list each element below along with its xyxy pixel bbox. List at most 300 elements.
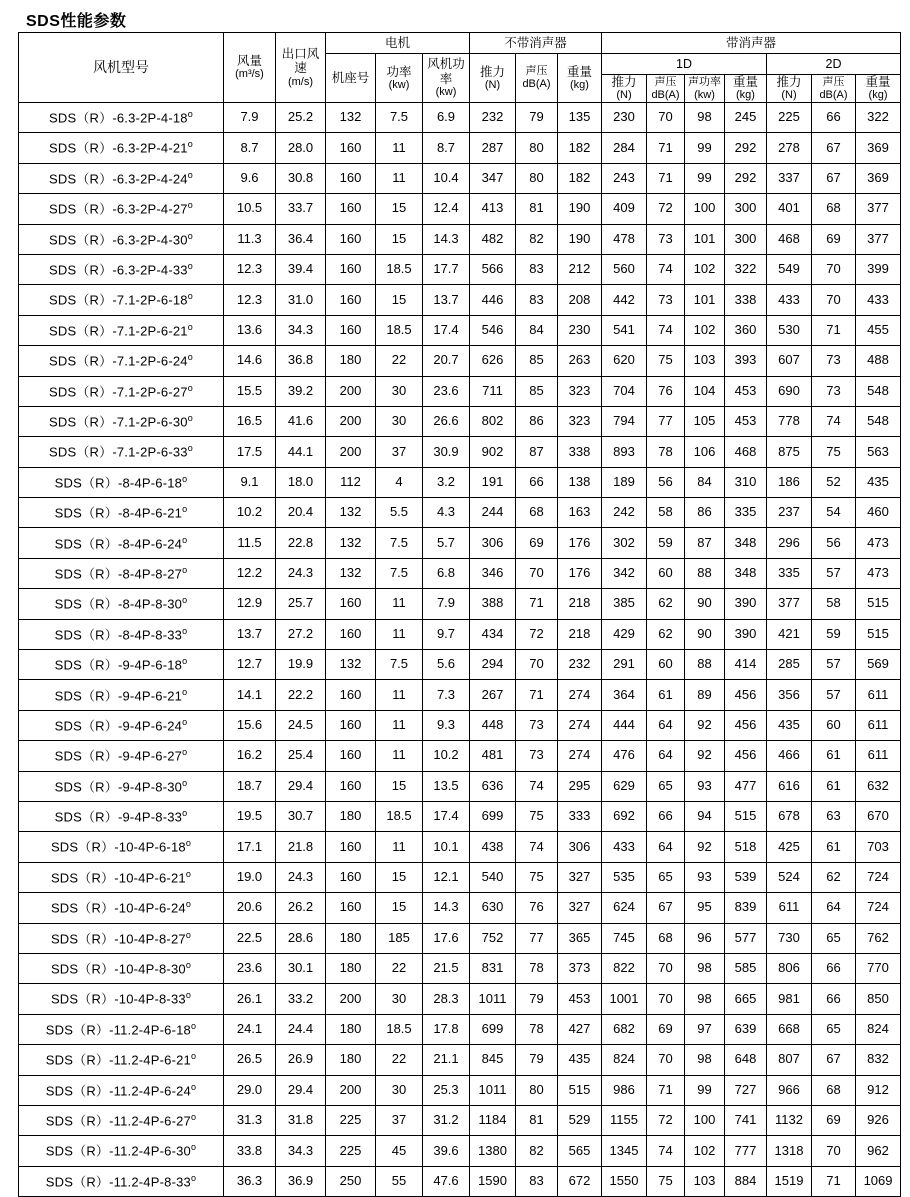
- cell-1d-thrust: 704: [602, 376, 647, 406]
- cell-2d-weight: 569: [856, 650, 901, 680]
- cell-flow: 13.6: [224, 315, 276, 345]
- cell-1d-weight: 456: [725, 680, 767, 710]
- cell-1d-weight: 245: [725, 103, 767, 133]
- cell-flow: 10.5: [224, 194, 276, 224]
- cell-motor-power: 7.5: [376, 528, 423, 558]
- cell-flow: 14.1: [224, 680, 276, 710]
- cell-motor-power: 11: [376, 619, 423, 649]
- cell-motor-seat: 132: [326, 498, 376, 528]
- cell-velocity: 24.3: [276, 558, 326, 588]
- col-header-motor-power: [376, 54, 423, 103]
- degree-symbol: o: [190, 1111, 197, 1122]
- cell-2d-thrust: 778: [767, 406, 812, 436]
- cell-2d-spl: 57: [812, 558, 856, 588]
- cell-2d-spl: 59: [812, 619, 856, 649]
- cell-motor-seat: 160: [326, 133, 376, 163]
- cell-ns-spl: 69: [516, 528, 558, 558]
- cell-1d-thrust: 822: [602, 953, 647, 983]
- cell-motor-seat: 180: [326, 953, 376, 983]
- cell-ns-thrust: 845: [470, 1045, 516, 1075]
- degree-symbol: o: [187, 443, 193, 454]
- cell-1d-weight: 456: [725, 741, 767, 771]
- cell-1d-spl: 65: [647, 771, 685, 801]
- cell-motor-seat: 160: [326, 589, 376, 619]
- table-row: [19, 103, 901, 133]
- cell-motor-seat: 160: [326, 619, 376, 649]
- cell-1d-spl: 75: [647, 346, 685, 376]
- cell-motor-power: 11: [376, 163, 423, 193]
- cell-1d-weight: 518: [725, 832, 767, 862]
- cell-flow: 19.0: [224, 862, 276, 892]
- cell-1d-spl: 62: [647, 589, 685, 619]
- cell-1d-spl: 65: [647, 862, 685, 892]
- cell-ns-thrust: 448: [470, 710, 516, 740]
- cell-1d-acoustic-power: 84: [685, 467, 725, 497]
- cell-velocity: 18.0: [276, 467, 326, 497]
- cell-1d-thrust: 620: [602, 346, 647, 376]
- cell-fan-power: 8.7: [423, 133, 470, 163]
- cell-velocity: 25.4: [276, 741, 326, 771]
- cell-1d-thrust: 824: [602, 1045, 647, 1075]
- cell-flow: 26.1: [224, 984, 276, 1014]
- cell-fan-power: 23.6: [423, 376, 470, 406]
- cell-2d-weight: 912: [856, 1075, 901, 1105]
- cell-2d-thrust: 466: [767, 741, 812, 771]
- cell-velocity: 44.1: [276, 437, 326, 467]
- cell-1d-weight: 884: [725, 1166, 767, 1196]
- cell-ns-weight: 435: [558, 1045, 602, 1075]
- cell-2d-spl: 70: [812, 285, 856, 315]
- cell-1d-thrust: 624: [602, 893, 647, 923]
- cell-model: SDS（R）-7.1-2P-6-33$^o$: [19, 437, 224, 467]
- cell-ns-spl: 78: [516, 1014, 558, 1044]
- cell-1d-thrust: 745: [602, 923, 647, 953]
- cell-ns-spl: 74: [516, 832, 558, 862]
- cell-motor-seat: 112: [326, 467, 376, 497]
- cell-ns-spl: 71: [516, 680, 558, 710]
- cell-ns-weight: 190: [558, 194, 602, 224]
- cell-2d-weight: 377: [856, 224, 901, 254]
- degree-symbol: o: [182, 473, 188, 484]
- cell-motor-seat: 160: [326, 771, 376, 801]
- cell-model: SDS（R）-11.2-4P-6-24$^o$: [19, 1075, 224, 1105]
- table-row: [19, 650, 901, 680]
- cell-fan-power: 10.4: [423, 163, 470, 193]
- cell-fan-power: 21.1: [423, 1045, 470, 1075]
- cell-2d-spl: 58: [812, 589, 856, 619]
- cell-velocity: 21.8: [276, 832, 326, 862]
- cell-ns-spl: 74: [516, 771, 558, 801]
- col-header-1d-acoustic-power: [685, 75, 725, 103]
- cell-2d-spl: 70: [812, 1136, 856, 1166]
- table-row: [19, 893, 901, 923]
- cell-motor-seat: 160: [326, 224, 376, 254]
- cell-ns-spl: 76: [516, 893, 558, 923]
- cell-1d-spl: 56: [647, 467, 685, 497]
- table-row: [19, 163, 901, 193]
- cell-2d-weight: 473: [856, 558, 901, 588]
- cell-1d-acoustic-power: 97: [685, 1014, 725, 1044]
- page-title: SDS性能参数: [26, 13, 127, 30]
- cell-ns-thrust: 752: [470, 923, 516, 953]
- cell-motor-seat: 160: [326, 741, 376, 771]
- cell-2d-thrust: 335: [767, 558, 812, 588]
- cell-2d-weight: 632: [856, 771, 901, 801]
- cell-motor-seat: 160: [326, 862, 376, 892]
- cell-velocity: 36.8: [276, 346, 326, 376]
- cell-motor-seat: 200: [326, 406, 376, 436]
- cell-1d-acoustic-power: 90: [685, 619, 725, 649]
- cell-velocity: 24.3: [276, 862, 326, 892]
- cell-1d-spl: 64: [647, 832, 685, 862]
- cell-1d-weight: 456: [725, 710, 767, 740]
- cell-ns-spl: 80: [516, 163, 558, 193]
- col-header-motor-seat: 机座号: [326, 54, 376, 103]
- cell-2d-weight: 433: [856, 285, 901, 315]
- degree-symbol: o: [182, 686, 188, 697]
- cell-1d-acoustic-power: 100: [685, 194, 725, 224]
- cell-fan-power: 10.2: [423, 741, 470, 771]
- cell-1d-weight: 477: [725, 771, 767, 801]
- degree-symbol: o: [185, 929, 192, 940]
- cell-1d-acoustic-power: 99: [685, 1075, 725, 1105]
- cell-model: SDS（R）-9-4P-6-24$^o$: [19, 710, 224, 740]
- cell-flow: 16.2: [224, 741, 276, 771]
- cell-1d-weight: 360: [725, 315, 767, 345]
- cell-ns-weight: 138: [558, 467, 602, 497]
- cell-ns-thrust: 413: [470, 194, 516, 224]
- cell-2d-weight: 455: [856, 315, 901, 345]
- cell-1d-thrust: 535: [602, 862, 647, 892]
- cell-fan-power: 5.6: [423, 650, 470, 680]
- table-row: [19, 437, 901, 467]
- cell-1d-weight: 453: [725, 376, 767, 406]
- cell-flow: 16.5: [224, 406, 276, 436]
- cell-1d-spl: 75: [647, 1166, 685, 1196]
- cell-ns-spl: 83: [516, 254, 558, 284]
- cell-2d-spl: 54: [812, 498, 856, 528]
- cell-1d-weight: 468: [725, 437, 767, 467]
- cell-ns-weight: 230: [558, 315, 602, 345]
- cell-ns-thrust: 434: [470, 619, 516, 649]
- cell-ns-thrust: 287: [470, 133, 516, 163]
- cell-fan-power: 17.8: [423, 1014, 470, 1044]
- cell-motor-seat: 225: [326, 1136, 376, 1166]
- cell-model: SDS（R）-11.2-4P-8-33$^o$: [19, 1166, 224, 1196]
- cell-ns-thrust: 446: [470, 285, 516, 315]
- cell-1d-acoustic-power: 86: [685, 498, 725, 528]
- degree-symbol: o: [182, 656, 188, 667]
- degree-symbol: o: [182, 716, 188, 727]
- cell-ns-weight: 274: [558, 680, 602, 710]
- cell-ns-weight: 323: [558, 376, 602, 406]
- cell-fan-power: 20.7: [423, 346, 470, 376]
- cell-ns-weight: 218: [558, 589, 602, 619]
- cell-1d-spl: 71: [647, 1075, 685, 1105]
- cell-1d-acoustic-power: 105: [685, 406, 725, 436]
- cell-ns-thrust: 1011: [470, 984, 516, 1014]
- table-row: [19, 771, 901, 801]
- cell-2d-spl: 65: [812, 1014, 856, 1044]
- col-header-velocity-label: 出口风速: [281, 46, 320, 76]
- cell-1d-acoustic-power: 93: [685, 771, 725, 801]
- cell-flow: 17.5: [224, 437, 276, 467]
- cell-ns-weight: 515: [558, 1075, 602, 1105]
- cell-motor-seat: 200: [326, 984, 376, 1014]
- cell-motor-power: 15: [376, 285, 423, 315]
- cell-1d-spl: 64: [647, 741, 685, 771]
- cell-velocity: 24.4: [276, 1014, 326, 1044]
- cell-ns-weight: 672: [558, 1166, 602, 1196]
- cell-2d-weight: 377: [856, 194, 901, 224]
- degree-symbol: o: [182, 625, 188, 636]
- cell-2d-thrust: 616: [767, 771, 812, 801]
- cell-model: SDS（R）-7.1-2P-6-21$^o$: [19, 315, 224, 345]
- cell-velocity: 33.7: [276, 194, 326, 224]
- cell-ns-weight: 182: [558, 133, 602, 163]
- cell-velocity: 26.2: [276, 893, 326, 923]
- cell-ns-spl: 82: [516, 1136, 558, 1166]
- cell-motor-power: 15: [376, 771, 423, 801]
- cell-ns-weight: 327: [558, 862, 602, 892]
- cell-1d-thrust: 893: [602, 437, 647, 467]
- cell-ns-spl: 75: [516, 862, 558, 892]
- cell-2d-weight: 460: [856, 498, 901, 528]
- cell-1d-spl: 70: [647, 103, 685, 133]
- cell-model: SDS（R）-6.3-2P-4-18$^o$: [19, 103, 224, 133]
- cell-1d-acoustic-power: 92: [685, 832, 725, 862]
- cell-ns-weight: 190: [558, 224, 602, 254]
- cell-ns-spl: 82: [516, 224, 558, 254]
- cell-flow: 12.7: [224, 650, 276, 680]
- cell-ns-thrust: 294: [470, 650, 516, 680]
- cell-motor-seat: 180: [326, 802, 376, 832]
- table-row: [19, 376, 901, 406]
- col-header-fan-power-label: 风机功率: [427, 57, 465, 86]
- table-row: [19, 1075, 901, 1105]
- cell-1d-thrust: 291: [602, 650, 647, 680]
- col-header-flow: [224, 33, 276, 103]
- cell-2d-weight: 369: [856, 133, 901, 163]
- cell-velocity: 19.9: [276, 650, 326, 680]
- cell-2d-weight: 850: [856, 984, 901, 1014]
- cell-1d-thrust: 560: [602, 254, 647, 284]
- cell-ns-weight: 565: [558, 1136, 602, 1166]
- cell-flow: 8.7: [224, 133, 276, 163]
- cell-1d-acoustic-power: 87: [685, 528, 725, 558]
- cell-ns-spl: 79: [516, 103, 558, 133]
- col-header-motor-power-label: 功率: [386, 64, 412, 79]
- cell-1d-thrust: 302: [602, 528, 647, 558]
- cell-2d-weight: 548: [856, 376, 901, 406]
- cell-ns-weight: 274: [558, 710, 602, 740]
- cell-flow: 15.6: [224, 710, 276, 740]
- col-header-ns-weight-label: 重量: [566, 64, 592, 79]
- table-row: [19, 315, 901, 345]
- cell-2d-weight: 962: [856, 1136, 901, 1166]
- degree-symbol: o: [190, 1051, 197, 1062]
- cell-model: SDS（R）-11.2-4P-6-27$^o$: [19, 1105, 224, 1135]
- cell-flow: 36.3: [224, 1166, 276, 1196]
- cell-ns-spl: 81: [516, 194, 558, 224]
- col-header-2d-weight-unit: (kg): [868, 89, 888, 102]
- cell-velocity: 39.4: [276, 254, 326, 284]
- cell-ns-weight: 306: [558, 832, 602, 862]
- table-row: [19, 498, 901, 528]
- degree-symbol: o: [187, 291, 193, 302]
- cell-2d-weight: 563: [856, 437, 901, 467]
- cell-velocity: 25.7: [276, 589, 326, 619]
- cell-flow: 12.3: [224, 285, 276, 315]
- cell-ns-weight: 208: [558, 285, 602, 315]
- cell-motor-power: 4: [376, 467, 423, 497]
- cell-2d-thrust: 981: [767, 984, 812, 1014]
- cell-model: SDS（R）-11.2-4P-6-30$^o$: [19, 1136, 224, 1166]
- degree-symbol: o: [190, 1142, 197, 1153]
- degree-symbol: o: [187, 382, 193, 393]
- cell-2d-thrust: 524: [767, 862, 812, 892]
- group-header-2d: 2D: [767, 54, 901, 75]
- cell-1d-weight: 515: [725, 802, 767, 832]
- col-header-velocity: [276, 33, 326, 103]
- cell-flow: 11.5: [224, 528, 276, 558]
- cell-model: SDS（R）-10-4P-8-33$^o$: [19, 984, 224, 1014]
- cell-1d-weight: 348: [725, 528, 767, 558]
- cell-1d-thrust: 1550: [602, 1166, 647, 1196]
- cell-ns-spl: 72: [516, 619, 558, 649]
- degree-symbol: o: [187, 230, 193, 241]
- cell-1d-spl: 71: [647, 163, 685, 193]
- cell-motor-power: 30: [376, 1075, 423, 1105]
- cell-ns-thrust: 540: [470, 862, 516, 892]
- group-header-no-silencer: 不带消声器: [470, 33, 602, 54]
- cell-ns-weight: 365: [558, 923, 602, 953]
- cell-1d-weight: 777: [725, 1136, 767, 1166]
- degree-symbol: o: [187, 321, 193, 332]
- cell-ns-thrust: 347: [470, 163, 516, 193]
- cell-2d-thrust: 421: [767, 619, 812, 649]
- cell-flow: 13.7: [224, 619, 276, 649]
- cell-ns-thrust: 1184: [470, 1105, 516, 1135]
- cell-1d-weight: 310: [725, 467, 767, 497]
- cell-motor-power: 15: [376, 224, 423, 254]
- cell-1d-weight: 338: [725, 285, 767, 315]
- cell-1d-spl: 62: [647, 619, 685, 649]
- cell-velocity: 28.6: [276, 923, 326, 953]
- col-header-1d-weight: [725, 75, 767, 103]
- cell-model: SDS（R）-9-4P-6-27$^o$: [19, 741, 224, 771]
- cell-ns-weight: 212: [558, 254, 602, 284]
- cell-velocity: 34.3: [276, 1136, 326, 1166]
- cell-2d-thrust: 285: [767, 650, 812, 680]
- cell-fan-power: 7.3: [423, 680, 470, 710]
- cell-2d-spl: 66: [812, 953, 856, 983]
- cell-motor-seat: 225: [326, 1105, 376, 1135]
- cell-motor-power: 55: [376, 1166, 423, 1196]
- table-row: [19, 741, 901, 771]
- cell-2d-weight: 548: [856, 406, 901, 436]
- col-header-ns-weight-unit: (kg): [570, 78, 589, 91]
- cell-fan-power: 5.7: [423, 528, 470, 558]
- cell-ns-thrust: 346: [470, 558, 516, 588]
- cell-fan-power: 17.4: [423, 315, 470, 345]
- table-row: [19, 133, 901, 163]
- cell-2d-thrust: 356: [767, 680, 812, 710]
- cell-motor-power: 7.5: [376, 650, 423, 680]
- cell-1d-spl: 76: [647, 376, 685, 406]
- cell-velocity: 31.8: [276, 1105, 326, 1135]
- cell-motor-seat: 180: [326, 1045, 376, 1075]
- cell-2d-thrust: 425: [767, 832, 812, 862]
- table-row: [19, 467, 901, 497]
- cell-motor-power: 15: [376, 194, 423, 224]
- table-row: [19, 680, 901, 710]
- cell-model: SDS（R）-8-4P-6-21$^o$: [19, 498, 224, 528]
- cell-2d-weight: 435: [856, 467, 901, 497]
- cell-motor-power: 11: [376, 680, 423, 710]
- cell-2d-spl: 56: [812, 528, 856, 558]
- degree-symbol: o: [185, 838, 192, 849]
- degree-symbol: o: [190, 1081, 197, 1092]
- cell-1d-acoustic-power: 102: [685, 254, 725, 284]
- cell-1d-spl: 59: [647, 528, 685, 558]
- cell-motor-power: 18.5: [376, 315, 423, 345]
- cell-1d-spl: 61: [647, 680, 685, 710]
- cell-ns-weight: 323: [558, 406, 602, 436]
- cell-1d-weight: 348: [725, 558, 767, 588]
- cell-velocity: 36.9: [276, 1166, 326, 1196]
- cell-1d-weight: 292: [725, 163, 767, 193]
- table-row: [19, 1045, 901, 1075]
- degree-symbol: o: [187, 412, 193, 423]
- cell-fan-power: 13.7: [423, 285, 470, 315]
- cell-1d-acoustic-power: 95: [685, 893, 725, 923]
- cell-2d-weight: 611: [856, 710, 901, 740]
- cell-model: SDS（R）-9-4P-6-21$^o$: [19, 680, 224, 710]
- cell-motor-seat: 160: [326, 710, 376, 740]
- cell-2d-thrust: 433: [767, 285, 812, 315]
- cell-2d-spl: 71: [812, 1166, 856, 1196]
- col-header-motor-power-unit: (kw): [388, 78, 410, 91]
- cell-1d-thrust: 284: [602, 133, 647, 163]
- cell-motor-seat: 180: [326, 346, 376, 376]
- cell-1d-weight: 727: [725, 1075, 767, 1105]
- cell-fan-power: 21.5: [423, 953, 470, 983]
- cell-2d-thrust: 1318: [767, 1136, 812, 1166]
- cell-1d-thrust: 478: [602, 224, 647, 254]
- cell-1d-acoustic-power: 92: [685, 741, 725, 771]
- cell-1d-acoustic-power: 106: [685, 437, 725, 467]
- cell-1d-spl: 70: [647, 1045, 685, 1075]
- cell-fan-power: 47.6: [423, 1166, 470, 1196]
- cell-motor-power: 18.5: [376, 802, 423, 832]
- col-header-2d-spl: 声压dB(A): [812, 75, 856, 103]
- cell-flow: 17.1: [224, 832, 276, 862]
- cell-1d-acoustic-power: 103: [685, 346, 725, 376]
- cell-flow: 10.2: [224, 498, 276, 528]
- cell-ns-thrust: 1011: [470, 1075, 516, 1105]
- table-row: [19, 953, 901, 983]
- cell-model: SDS（R）-10-4P-6-21$^o$: [19, 862, 224, 892]
- cell-ns-thrust: 267: [470, 680, 516, 710]
- cell-1d-weight: 300: [725, 224, 767, 254]
- cell-velocity: 30.7: [276, 802, 326, 832]
- cell-velocity: 29.4: [276, 771, 326, 801]
- cell-2d-spl: 69: [812, 1105, 856, 1135]
- cell-1d-weight: 322: [725, 254, 767, 284]
- cell-model: SDS（R）-6.3-2P-4-21$^o$: [19, 133, 224, 163]
- cell-fan-power: 10.1: [423, 832, 470, 862]
